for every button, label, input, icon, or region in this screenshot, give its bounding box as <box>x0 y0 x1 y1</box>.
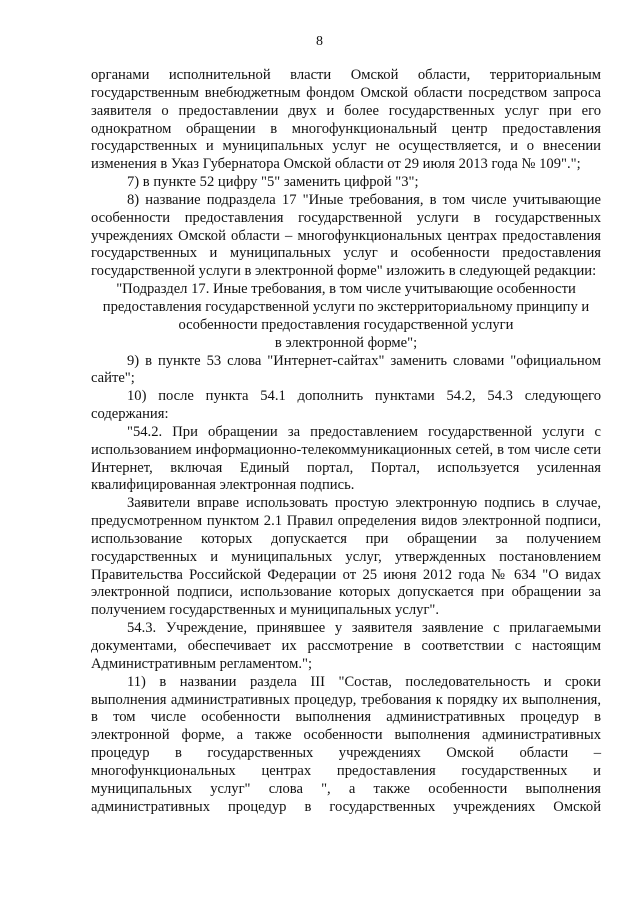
paragraph-item-7: 7) в пункте 52 цифру "5" заменить цифрой "3"; <box>127 174 419 191</box>
paragraph-clause-54-3: 54.3. Учреждение, принявшее у заявителя заявление с прилагаемыми документами, обеспечивает их рассмотрение в соответствии с настоящим Административным регламентом."; <box>91 620 601 672</box>
paragraph-item-10: 10) после пункта 54.1 дополнить пунктами 54.2, 54.3 следующего содержания: <box>91 388 601 423</box>
paragraph-continuation: органами исполнительной власти Омской области, территориальным государственным внебюджетным фондом Омской области посредством запроса заявителя о предоставлении двух и более государственных услуг при его однократном обращении в многофункциональный центр предоставления государственных и муниципальных услуг не осуществляется, и о внесении изменения в Указ Губернатора Омской области от 29 июля 2013 года № 109"."; <box>91 67 601 173</box>
document-body <box>91 67 601 816</box>
paragraph-subsection-title-end: в электронной форме"; <box>274 334 418 351</box>
paragraph-item-11: 11) в названии раздела III "Состав, последовательность и сроки выполнения административных процедур, требования к порядку их выполнения, в том числе особенности выполнения административных процедур в электронной форме, а также особенности выполнения административных процедур в государственных учреждениях Омской области – многофункциональных центрах предоставления государственных и муниципальных услуг" слова ", а также особенности выполнения административных процедур в государственных учреждениях Омской <box>91 673 601 815</box>
paragraph-item-9: 9) в пункте 53 слова "Интернет-сайтах" заменить словами "официальном сайте"; <box>91 352 601 387</box>
paragraph-subsection-title: "Подраздел 17. Иные требования, в том числе учитывающие особенности предоставления государственной услуги по экстерриториальному принципу и особенности предоставления государственной услуги <box>102 281 590 333</box>
paragraph-item-8: 8) название подраздела 17 "Иные требования, в том числе учитывающие особенности предоставления государственной услуги в государственных учреждениях Омской области – многофункциональных центрах предоставления государственных и муниципальных услуг и особенности предоставления государственной услуги в электронной форме" изложить в следующей редакции: <box>91 191 601 280</box>
paragraph-clause-54-2: "54.2. При обращении за предоставлением государственной услуги с использованием информационно-телекоммуникационных сетей, в том числе сети Интернет, включая Единый портал, Портал, используется усиленная квалифицированная электронная подпись. <box>91 423 601 494</box>
paragraph-simple-signature: Заявители вправе использовать простую электронную подпись в случае, предусмотренном пунктом 2.1 Правил определения видов электронной подписи, использование которых допускается при обращении за получением государственных и муниципальных услуг, утвержденных постановлением Правительства Российской Федерации от 25 июня 2012 года № 634 "О видах электронной подписи, использование которых допускается при обращении за получением государственных и муниципальных услуг". <box>91 495 601 619</box>
page-number: 8 <box>316 34 323 49</box>
